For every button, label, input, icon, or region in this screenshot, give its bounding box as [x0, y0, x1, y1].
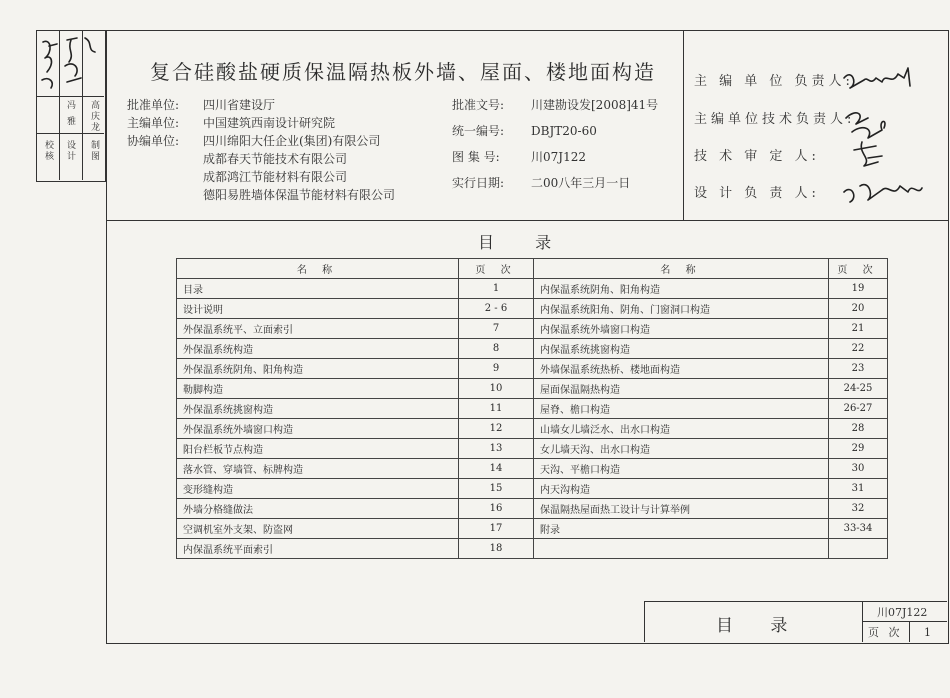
label-reviewer: 技 术 审 定 人:	[694, 149, 820, 164]
toc-entry-page: 26-27	[829, 399, 888, 419]
responsible-signatures	[838, 58, 944, 210]
toc-entry-name: 外保温系统外墙窗口构造	[177, 419, 459, 439]
co-unit-1: 四川绵阳大任企业(集团)有限公司	[203, 134, 381, 148]
toc-entry-name: 变形缝构造	[177, 479, 459, 499]
toc-entry-name: 勒脚构造	[177, 379, 459, 399]
toc-row	[177, 499, 888, 519]
toc-entry-page: 20	[829, 299, 888, 319]
toc-header-row	[177, 259, 888, 279]
toc-entry-page: 2 - 6	[459, 299, 534, 319]
toc-entry-page: 12	[459, 419, 534, 439]
toc-heading: 目 录	[478, 233, 570, 252]
toc-row	[177, 479, 888, 499]
toc-entry-page: 33-34	[829, 519, 888, 539]
toc-entry-page: 10	[459, 379, 534, 399]
co-unit-2: 成都春天节能技术有限公司	[203, 152, 348, 166]
approval-no: 川建勘设发[2008]41号	[531, 98, 659, 112]
toc-col-name-right: 名 称	[534, 259, 829, 279]
label-co-units: 协编单位:	[127, 134, 180, 148]
chief-unit: 中国建筑西南设计研究院	[203, 116, 336, 130]
toc-row	[177, 539, 888, 559]
toc-row	[177, 439, 888, 459]
toc-entry-name: 内保温系统平面索引	[177, 539, 459, 559]
toc-row	[177, 339, 888, 359]
co-unit-4: 德阳易胜墙体保温节能材料有限公司	[203, 188, 396, 202]
toc-entry-page: 15	[459, 479, 534, 499]
toc-entry-name: 屋脊、檐口构造	[534, 399, 829, 419]
toc-entry-name: 外墙保温系统热桥、楼地面构造	[534, 359, 829, 379]
toc-entry-page: 17	[459, 519, 534, 539]
toc-entry-page: 18	[459, 539, 534, 559]
toc-entry-name: 天沟、平檐口构造	[534, 459, 829, 479]
footer-page-label: 页 次	[868, 626, 903, 639]
unified-no: DBJT20-60	[531, 124, 597, 138]
toc-entry-page: 31	[829, 479, 888, 499]
label-tech-head: 主编单位技术负责人:	[694, 112, 856, 127]
margin-name-2: 高庆龙	[89, 100, 99, 133]
toc-entry-page: 16	[459, 499, 534, 519]
margin-role-drawing: 制图	[89, 140, 99, 162]
toc-entry-name: 外保温系统阴角、阳角构造	[177, 359, 459, 379]
toc-entry-name: 内保温系统阳角、阴角、门窗洞口构造	[534, 299, 829, 319]
toc-entry-name: 屋面保温隔热构造	[534, 379, 829, 399]
toc-col-page-left: 页 次	[459, 259, 534, 279]
toc-col-page-right: 页 次	[829, 259, 888, 279]
toc-entry-page: 24-25	[829, 379, 888, 399]
approval-unit: 四川省建设厅	[203, 98, 276, 112]
toc-entry-name: 内保温系统阴角、阳角构造	[534, 279, 829, 299]
toc-entry-name: 保温隔热屋面热工设计与计算举例	[534, 499, 829, 519]
effective-date: 二00八年三月一日	[531, 176, 631, 190]
toc-entry-page: 9	[459, 359, 534, 379]
toc-entry-page: 29	[829, 439, 888, 459]
toc-row	[177, 299, 888, 319]
toc-row	[177, 319, 888, 339]
toc-row	[177, 419, 888, 439]
toc-row	[177, 359, 888, 379]
toc-entry-name: 外保温系统平、立面索引	[177, 319, 459, 339]
toc-row	[177, 459, 888, 479]
label-approval-unit: 批准单位:	[127, 98, 180, 112]
toc-entry-page: 13	[459, 439, 534, 459]
toc-entry-name: 内保温系统外墙窗口构造	[534, 319, 829, 339]
toc-entry-name: 空调机室外支架、防盗网	[177, 519, 459, 539]
toc-entry-page: 8	[459, 339, 534, 359]
toc-entry-page: 11	[459, 399, 534, 419]
toc-entry-name: 外保温系统构造	[177, 339, 459, 359]
toc-row	[177, 379, 888, 399]
footer-title: 目 录	[716, 616, 804, 636]
margin-signature	[37, 32, 103, 94]
toc-entry-page	[829, 539, 888, 559]
toc-entry-name: 附录	[534, 519, 829, 539]
toc-entry-page: 21	[829, 319, 888, 339]
footer-atlas-no: 川07J122	[877, 606, 928, 619]
toc-entry-page: 19	[829, 279, 888, 299]
toc-table	[176, 258, 888, 559]
toc-entry-page: 7	[459, 319, 534, 339]
toc-entry-name: 阳台栏板节点构造	[177, 439, 459, 459]
label-chief-head: 主 编 单 位 负责人:	[694, 74, 854, 89]
margin-role-check: 校核	[43, 140, 53, 162]
toc-entry-name: 内保温系统挑窗构造	[534, 339, 829, 359]
toc-entry-page: 30	[829, 459, 888, 479]
atlas-no: 川07J122	[531, 150, 586, 164]
label-design-head: 设 计 负 责 人:	[694, 186, 820, 201]
toc-entry-page: 32	[829, 499, 888, 519]
toc-entry-name: 目录	[177, 279, 459, 299]
toc-entry-name: 内天沟构造	[534, 479, 829, 499]
toc-entry-name: 女儿墙天沟、出水口构造	[534, 439, 829, 459]
toc-entry-page: 23	[829, 359, 888, 379]
toc-col-name-left: 名 称	[177, 259, 459, 279]
label-chief-unit: 主编单位:	[127, 116, 180, 130]
toc-entry-name: 落水管、穿墙管、标牌构造	[177, 459, 459, 479]
co-unit-3: 成都鸿江节能材料有限公司	[203, 170, 348, 184]
toc-entry-name: 外墙分格缝做法	[177, 499, 459, 519]
toc-entry-page: 22	[829, 339, 888, 359]
toc-entry-name	[534, 539, 829, 559]
toc-row	[177, 399, 888, 419]
document-title: 复合硅酸盐硬质保温隔热板外墙、屋面、楼地面构造	[150, 60, 656, 84]
footer-page-no: 1	[924, 626, 931, 639]
toc-entry-page: 1	[459, 279, 534, 299]
toc-entry-name: 设计说明	[177, 299, 459, 319]
toc-entry-page: 14	[459, 459, 534, 479]
label-effective-date: 实行日期:	[452, 176, 505, 190]
toc-row	[177, 279, 888, 299]
toc-row	[177, 519, 888, 539]
margin-role-design: 设计	[65, 140, 75, 162]
label-approval-no: 批准文号:	[452, 98, 505, 112]
margin-name-1: 冯 雅	[65, 100, 75, 127]
toc-entry-name: 山墙女儿墙泛水、出水口构造	[534, 419, 829, 439]
toc-entry-page: 28	[829, 419, 888, 439]
label-atlas-no: 图 集 号:	[452, 150, 500, 164]
label-unified-no: 统一编号:	[452, 124, 505, 138]
toc-entry-name: 外保温系统挑窗构造	[177, 399, 459, 419]
